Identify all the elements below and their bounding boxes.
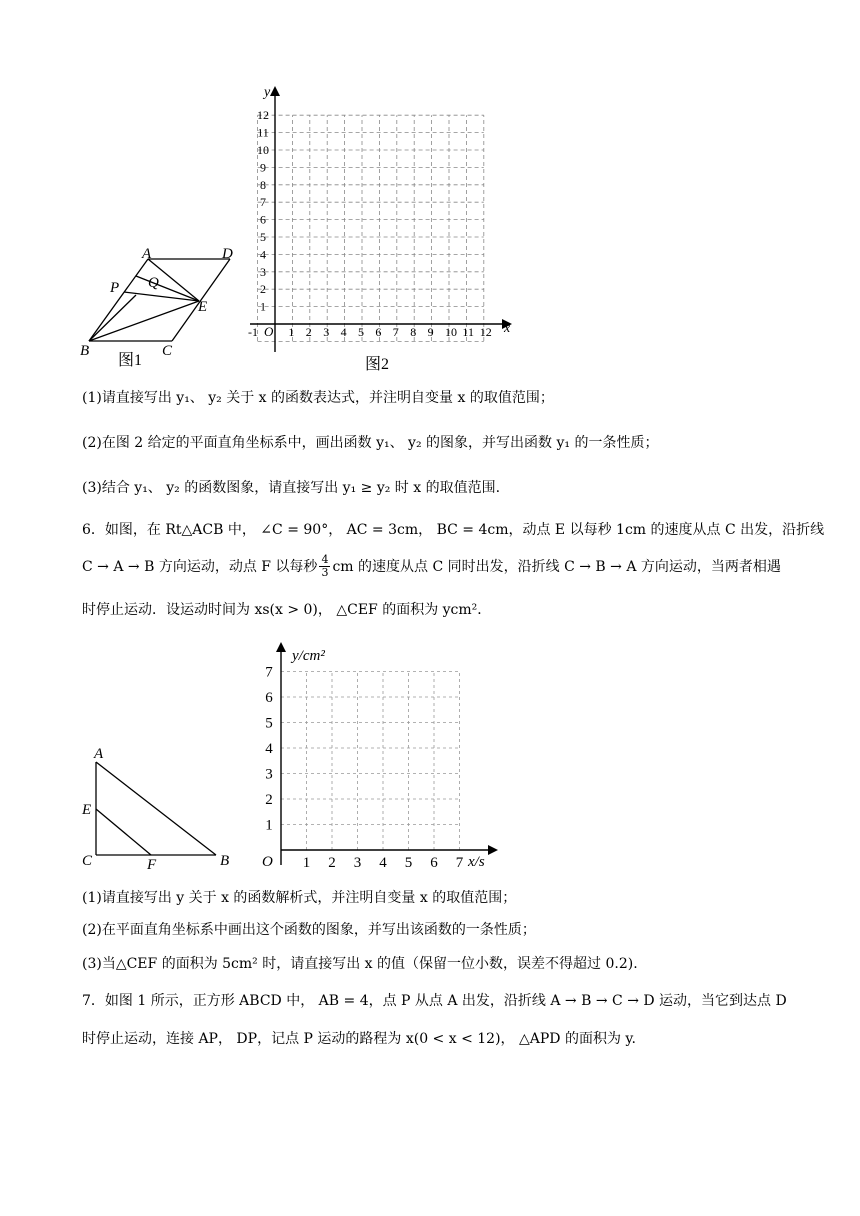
q6-x-tick: 5 <box>404 855 413 871</box>
q6-y-label: y/cm² <box>292 648 325 664</box>
q6-x-tick: 3 <box>353 855 362 871</box>
point-Q: Q <box>148 275 159 291</box>
q6-line2 <box>82 554 781 579</box>
q6-frac-den: 3 <box>321 566 329 579</box>
q6-x-tick: 4 <box>379 855 387 871</box>
q6-graph-grid <box>250 640 510 880</box>
grid2-neg-x: -1 <box>248 325 258 339</box>
q6-y-tick: 4 <box>265 741 273 757</box>
tri-point-C: C <box>82 853 93 869</box>
q6-sub1: (1)请直接写出 y 关于 x 的函数解析式，并注明自变量 x 的取值范围； <box>82 890 517 906</box>
point-D: D <box>222 246 233 262</box>
tri-point-E: E <box>82 802 92 818</box>
tri-point-F: F <box>147 857 157 873</box>
figure-2-grid <box>240 82 520 372</box>
q6-triangle-figure <box>78 744 248 874</box>
grid2-x-tick: 12 <box>479 325 492 339</box>
grid2-y-tick: 2 <box>260 282 266 297</box>
grid2-y-label: y <box>264 85 271 100</box>
grid2-x-tick: 3 <box>323 325 330 339</box>
grid2-x-tick: 11 <box>462 325 474 339</box>
q6-x-tick: 2 <box>328 855 336 871</box>
q6-y-tick: 7 <box>265 664 273 681</box>
figure-1-caption: 图1 <box>118 352 143 369</box>
q6-y-tick: 5 <box>265 715 273 732</box>
q7-line1: 7．如图 1 所示，正方形 ABCD 中， AB = 4，点 P 从点 A 出发，沿折线 A → B → C → D 运动，当它到达点 D <box>82 993 787 1009</box>
grid2-x-tick: 1 <box>288 325 295 339</box>
grid2-origin: O <box>264 324 274 339</box>
q6-y-tick: 6 <box>265 690 273 706</box>
q6-frac-num: 4 <box>321 553 329 566</box>
grid2-y-tick: 5 <box>260 230 266 244</box>
q5-sub3: (3)结合 y₁、 y₂ 的函数图象，请直接写出 y₁ ≥ y₂ 时 x 的取值范围. <box>82 480 501 496</box>
grid2-x-tick: 9 <box>427 325 434 339</box>
figure-1-parallelogram <box>78 240 248 370</box>
q6-origin: O <box>262 854 273 870</box>
q6-x-tick: 7 <box>455 855 464 871</box>
point-P: P <box>110 280 120 296</box>
grid2-x-tick: 2 <box>305 325 312 339</box>
q5-sub1: (1)请直接写出 y₁、 y₂ 关于 x 的函数表达式，并注明自变量 x 的取值范围； <box>82 390 554 406</box>
q6-x-tick: 1 <box>302 855 311 871</box>
grid2-x-tick: 6 <box>375 325 382 339</box>
q6-x-tick: 6 <box>430 855 438 871</box>
grid2-y-tick: 4 <box>260 247 266 262</box>
grid2-x-label: x <box>504 321 511 336</box>
q5-sub2: (2)在图 2 给定的平面直角坐标系中，画出函数 y₁、 y₂ 的图象，并写出函数 y₁ 的一条性质； <box>82 435 659 451</box>
grid2-y-tick: 12 <box>257 108 269 123</box>
grid2-x-tick: 4 <box>340 325 347 339</box>
grid2-x-tick: 10 <box>445 325 457 339</box>
q6-fraction <box>319 554 330 579</box>
q6-y-tick: 3 <box>265 766 273 783</box>
grid2-y-tick: 10 <box>257 143 269 157</box>
q6-x-label: x/s <box>468 854 485 870</box>
grid2-y-tick: 9 <box>260 160 266 175</box>
figure-2-caption: 图2 <box>365 356 390 372</box>
point-C: C <box>162 343 173 359</box>
grid2-y-tick: 11 <box>257 125 269 140</box>
point-B: B <box>80 343 90 359</box>
grid2-x-tick: 8 <box>410 325 417 339</box>
grid2-x-tick: 5 <box>358 325 364 339</box>
q6-y-tick: 1 <box>265 817 273 834</box>
tri-point-B: B <box>220 853 230 869</box>
q7-line2: 时停止运动，连接 AP， DP，记点 P 运动的路程为 x(0 < x < 12)， △APD 的面积为 y. <box>82 1031 636 1047</box>
tri-point-A: A <box>94 746 104 762</box>
point-E: E <box>198 299 208 315</box>
grid2-y-tick: 8 <box>260 177 266 192</box>
q6-sub3: (3)当△CEF 的面积为 5cm² 时，请直接写出 x 的值（保留一位小数，误差不得超过 0.2). <box>82 956 638 972</box>
q6-line1: 6．如图，在 Rt△ACB 中， ∠C = 90°， AC = 3cm， BC = 4cm，动点 E 以每秒 1cm 的速度从点 C 出发，沿折线 <box>82 522 825 538</box>
grid2-y-tick: 6 <box>260 212 266 227</box>
q6-line2-post: cm 的速度从点 C 同时出发，沿折线 C → B → A 方向运动，当两者相遇 <box>332 558 781 575</box>
point-A: A <box>142 246 152 262</box>
q6-line2-pre: C → A → B 方向运动，动点 F 以每秒 <box>82 558 318 575</box>
q6-line3: 时停止运动．设运动时间为 xs(x > 0)， △CEF 的面积为 ycm²． <box>82 602 492 618</box>
q6-sub2: (2)在平面直角坐标系中画出这个函数的图象，并写出该函数的一条性质； <box>82 922 536 938</box>
q6-y-tick: 2 <box>265 792 273 808</box>
grid2-y-tick: 7 <box>260 195 266 210</box>
grid2-x-tick: 7 <box>392 325 399 339</box>
grid2-y-tick: 1 <box>260 299 266 314</box>
grid2-y-tick: 3 <box>260 264 266 279</box>
